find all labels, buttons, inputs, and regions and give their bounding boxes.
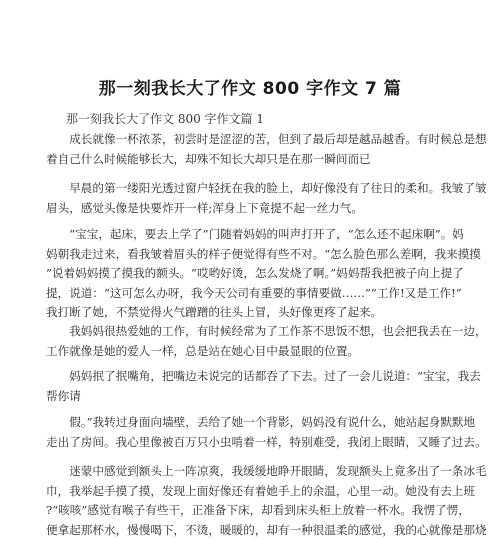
paragraph-line: 我打断了她，不禁觉得火气蹭蹭的往头上冒，头好像更疼了起来。 xyxy=(46,303,456,323)
paragraph-1 xyxy=(46,130,456,169)
paragraph-line: 便拿起那杯水，慢慢喝下，不烫，暖暖的，却有一种很温柔的感觉，我的心就像是那烧 xyxy=(46,521,456,540)
document-title: 那一刻我长大了作文 800 字作文 7 篇 xyxy=(0,74,500,99)
paragraph-line: 着自己什么时候能够长大，却殊不知长大却只是在那一瞬间而已 xyxy=(46,150,456,170)
paragraph-line: 巾，我举起手摸了摸，发现上面好像还有着她手上的余温，心里一动。她没有去上班 xyxy=(46,482,456,502)
paragraph-line: 成长就像一杯浓茶，初尝时是涩涩的苦，但到了最后却是越品越香。有时候总是想 xyxy=(46,130,456,150)
paragraph-4 xyxy=(46,322,456,361)
paragraph-2 xyxy=(46,179,456,218)
paragraph-line: “宝宝，起床，要去上学了”门随着妈妈的叫声打开了，“怎么还不起床啊”。妈 xyxy=(46,225,456,245)
paragraph-line: 工作就像是她的爱人一样，总是站在她心目中最显眼的位置。 xyxy=(46,342,456,362)
paragraph-line: 眉头，感觉头像是快要炸开一样;浑身上下竟提不起一丝力气。 xyxy=(46,199,456,219)
paragraph-3 xyxy=(46,225,456,323)
paragraph-line: 妈朝我走过来，看我皱着眉头的样子便觉得有些不对。“怎么脸色那么差啊，我来摸摸 xyxy=(46,245,456,265)
paragraph-line: 帮你请 xyxy=(46,387,456,407)
paragraph-7 xyxy=(46,462,456,540)
paragraph-line: 我妈妈很热爱她的工作，有时候经常为了工作茶不思饭不想，也会把我丢在一边， xyxy=(46,322,456,342)
paragraph-line: 提，说道：“这可怎么办呀，我今天公司有重要的事情要做……”“工作!又是工作!” xyxy=(46,284,456,304)
paragraph-line: 假。”我转过身面向墙壁，丢给了她一个背影，妈妈没有说什么，她站起身默默地 xyxy=(46,413,456,433)
paragraph-line: ?“咳咳”感觉有喉子有些干，正准备下床，却看到床头柜上放着一杯水。我愣了愣， xyxy=(46,501,456,521)
paragraph-line: ”说着妈妈摸了摸我的额头。“哎哟好烫，怎么发烧了啊。”妈妈帮我把被子向上提了 xyxy=(46,264,456,284)
paragraph-6 xyxy=(46,413,456,452)
paragraph-line: 妈妈抿了抿嘴角，把嘴边未说完的话都吞了下去。过了一会儿说道：“宝宝，我去 xyxy=(46,367,456,387)
paragraph-line: 走出了房间。我心里像被百万只小虫啃着一样，特别难受，我闭上眼睛，又睡了过去。 xyxy=(46,433,456,453)
paragraph-5 xyxy=(46,367,456,406)
paragraph-line: 早晨的第一缕阳光透过窗户轻抚在我的脸上，却好像没有了往日的柔和。我皱了皱 xyxy=(46,179,456,199)
paragraph-line: 迷蒙中感觉到额头上一阵凉爽，我缓缓地睁开眼睛，发现额头上竟多出了一条冰毛 xyxy=(46,462,456,482)
document-subtitle: 那一刻我长大了作文 800 字作文篇 1 xyxy=(66,110,264,127)
